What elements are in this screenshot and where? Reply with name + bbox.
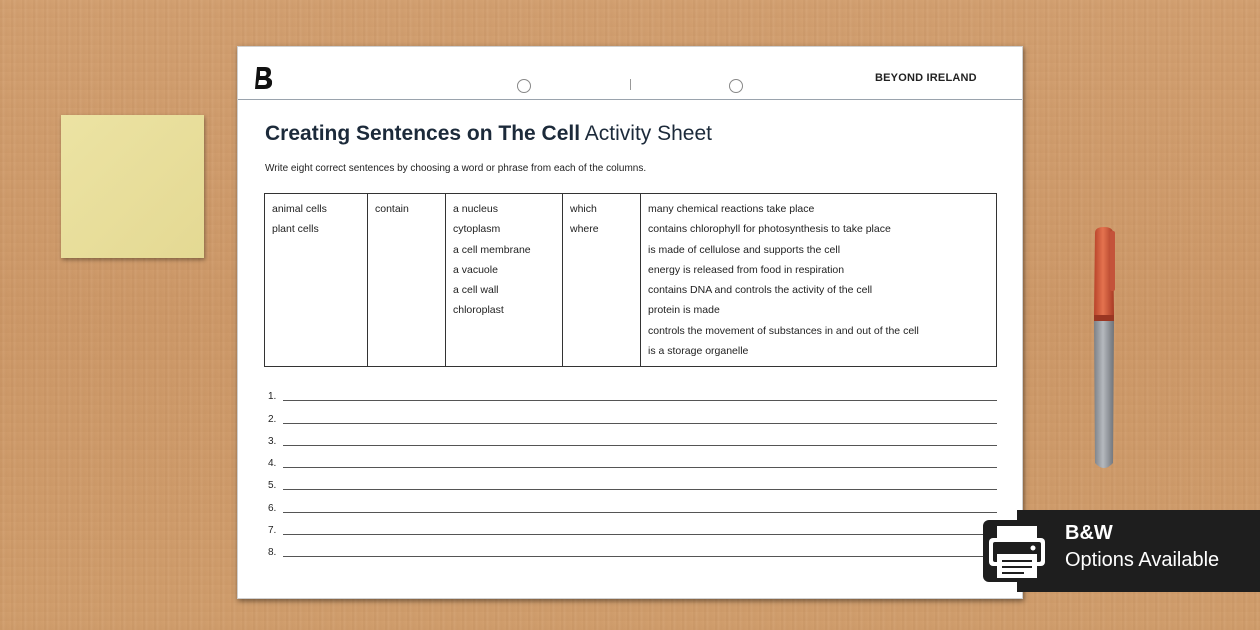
writing-line [283,556,997,557]
instructions: Write eight correct sentences by choosing a word or phrase from each of the columns. [265,163,647,174]
marker-pen-icon [1088,225,1122,475]
center-mark [630,79,631,90]
list-item: is made of cellulose and supports the cell [648,243,841,256]
writing-line [283,467,997,468]
column-verbs [368,194,446,367]
list-item: a cell membrane [453,243,531,256]
list-item: energy is released from food in respiration [648,263,845,276]
answer-line-3[interactable] [264,428,997,450]
line-number: 8. [268,547,277,559]
list-item: a vacuole [453,263,498,276]
brand-name: BEYOND IRELAND [875,72,977,84]
line-number: 2. [268,413,277,425]
title-regular: Activity Sheet [584,122,712,145]
column-connectors [563,194,641,367]
answer-line-8[interactable] [264,539,997,561]
punch-hole-right [729,79,743,93]
page-title [265,122,712,146]
printer-icon [981,518,1053,584]
list-item: protein is made [648,304,720,317]
list-item: cytoplasm [453,223,501,236]
answer-line-6[interactable] [264,494,997,516]
writing-line [283,400,997,401]
answer-line-7[interactable] [264,517,997,539]
list-item: a nucleus [453,203,498,215]
writing-line [283,534,997,535]
list-item: controls the movement of substances in and out of the cell [648,324,919,337]
line-number: 5. [268,480,277,492]
list-item: where [570,223,599,236]
badge-subtitle: Options Available [1065,549,1220,571]
line-number: 3. [268,435,277,447]
list-item: chloroplast [453,304,504,317]
column-functions [641,194,997,367]
answer-lines [264,383,997,561]
answer-line-2[interactable] [264,405,997,427]
list-item: animal cells [272,203,327,215]
column-organelles [446,194,563,367]
badge-title: B&W [1065,522,1113,544]
line-number: 6. [268,502,277,514]
list-item: plant cells [272,223,319,236]
writing-line [283,423,997,424]
answer-line-5[interactable] [264,472,997,494]
list-item: contains DNA and controls the activity of the cell [648,284,873,297]
writing-line [283,445,997,446]
answer-line-1[interactable] [264,383,997,405]
header-divider [238,99,1022,100]
activity-sheet [237,46,1023,599]
writing-line [283,489,997,490]
list-item: is a storage organelle [648,345,749,358]
list-item: contains chlorophyll for photosynthesis to take place [648,223,891,236]
punch-hole-left [517,79,531,93]
list-item: which [570,203,597,215]
print-options-badge[interactable] [1017,510,1260,592]
list-item: a cell wall [453,284,499,297]
line-number: 1. [268,391,277,403]
list-item: contain [375,203,409,215]
sticky-note [61,115,204,258]
title-bold: Creating Sentences on The Cell [265,122,581,145]
table-row [265,194,997,367]
list-item: many chemical reactions take place [648,203,815,215]
word-table [264,193,997,367]
beyond-logo-icon [254,65,274,91]
line-number: 7. [268,525,277,537]
answer-line-4[interactable] [264,450,997,472]
line-number: 4. [268,458,277,470]
writing-line [283,512,997,513]
column-subjects [265,194,368,367]
